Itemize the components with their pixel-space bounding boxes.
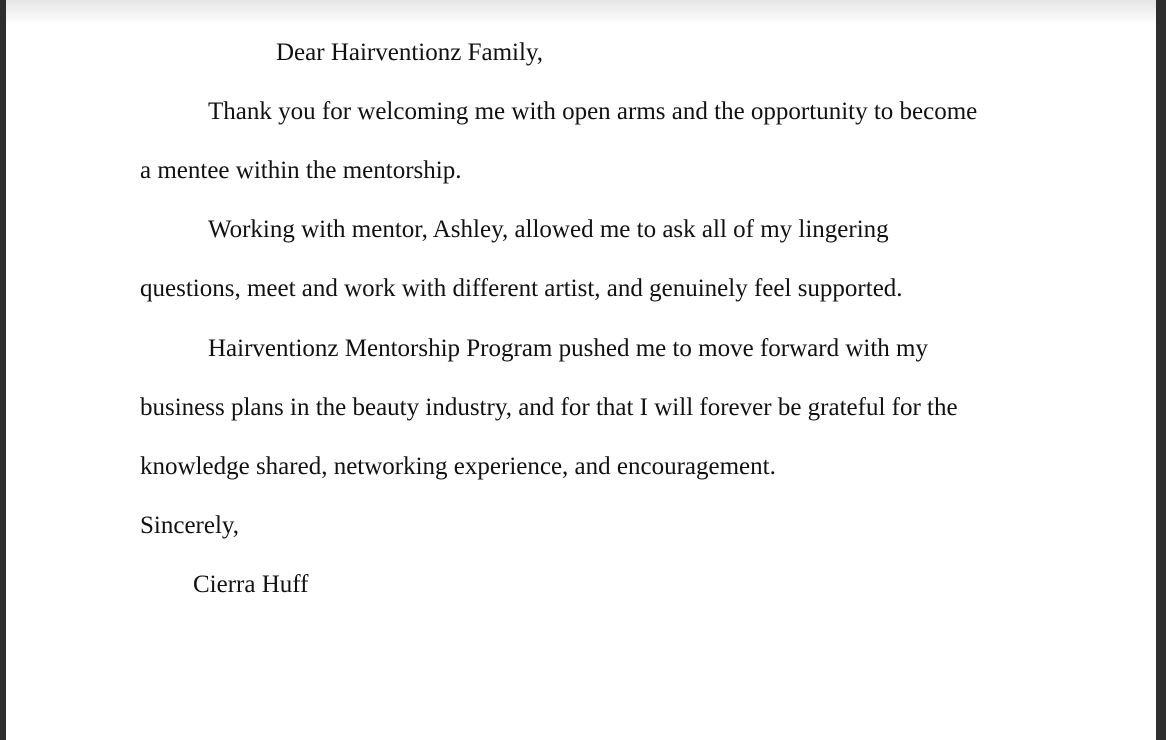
letter-signature: Cierra Huff <box>193 571 309 598</box>
page-top-shadow <box>6 0 1156 26</box>
paragraph-1-line-2: a mentee within the mentorship. <box>140 157 462 184</box>
paragraph-3-line-2: business plans in the beauty industry, and for that I will forever be grateful for the <box>140 394 958 421</box>
paragraph-2-line-1: Working with mentor, Ashley, allowed me to ask all of my lingering <box>208 216 889 243</box>
paragraph-3-line-1: Hairventionz Mentorship Program pushed me to move forward with my <box>208 335 928 362</box>
letter-greeting: Dear Hairventionz Family, <box>276 39 544 66</box>
document-page <box>6 0 1156 740</box>
paragraph-2-line-2: questions, meet and work with different artist, and genuinely feel supported. <box>140 275 903 302</box>
paragraph-3-line-3: knowledge shared, networking experience, and encouragement. <box>140 453 776 480</box>
letter-closing: Sincerely, <box>140 512 240 539</box>
paragraph-1-line-1: Thank you for welcoming me with open arms and the opportunity to become <box>208 98 978 125</box>
